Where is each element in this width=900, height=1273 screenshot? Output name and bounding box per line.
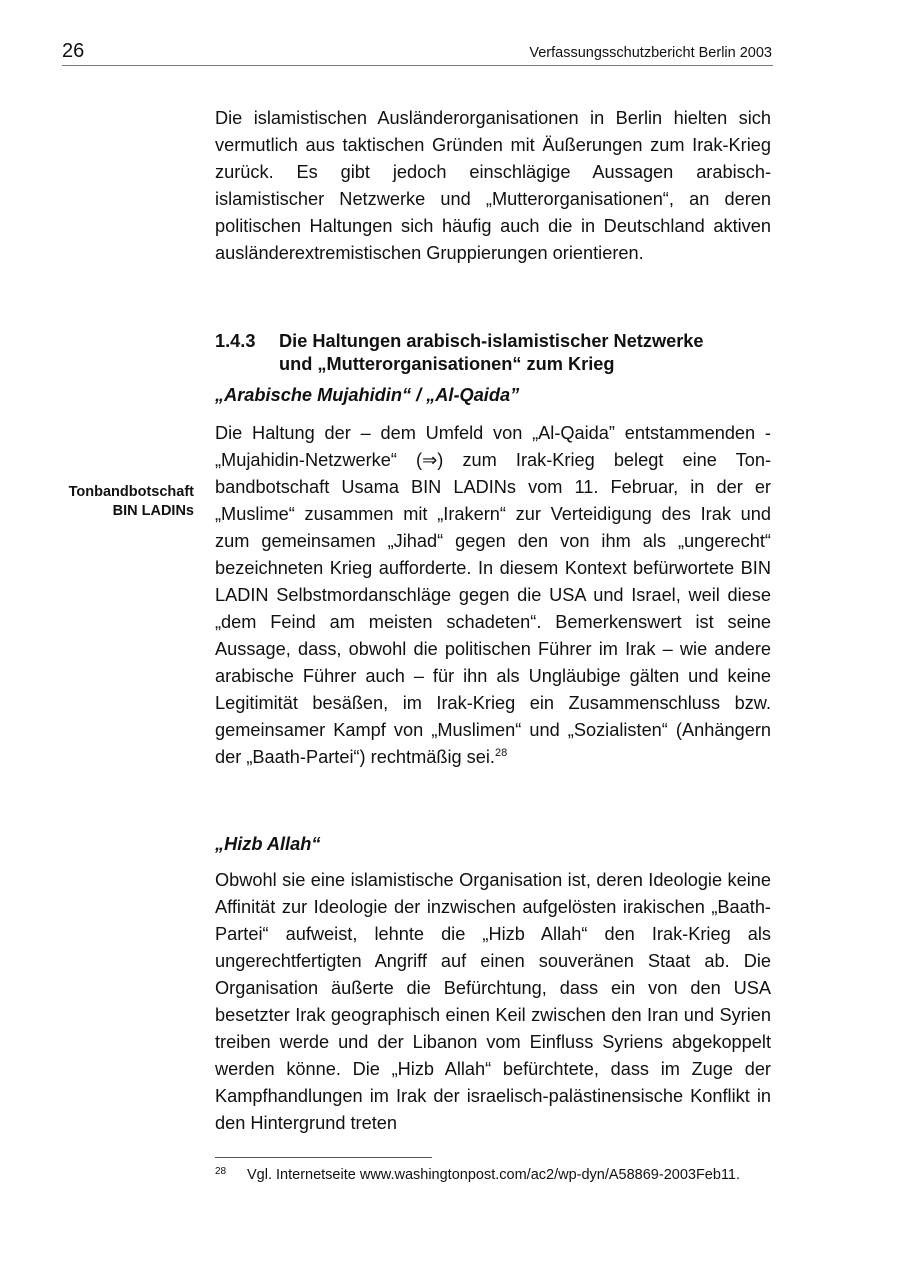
alqaida-paragraph: [215, 420, 771, 771]
intro-text: Die islamistischen Ausländerorganisationen in Berlin hielten sich vermutlich aus taktischen Gründen mit Äußerungen zum Irak-Krieg zurück. Es gibt jedoch einschlägige Aussagen arabisch-islamistischer Netzwerke und „Mutterorganisationen“, an deren politischen Haltungen sich häufig auch die in Deutschland aktiven ausländerextremistischen Gruppierungen orientieren.: [215, 108, 771, 263]
section-title-line1: Die Haltungen arabisch-islamistischer Netzwerke: [279, 331, 704, 351]
hizb-heading: „Hizb Allah“: [215, 834, 321, 854]
intro-paragraph: [215, 105, 771, 267]
hizb-text: Obwohl sie eine islamistische Organisation ist, deren Ideologie keine Affinität zur Ideologie der inzwischen aufgelösten irakischen „Baath-Partei“ aufweist, lehnte die „Hizb Allah“ den Irak-Krieg als ungerechtfertigten Angriff auf einen souveränen Staat ab. Die Organisation äußerte die Befürchtung, dass ein von den USA besetzter Irak geographisch einen Keil zwischen den Iran und Syrien treiben werde und der Libanon vom Einfluss Syriens abgekoppelt werden könne. Die „Hizb Allah“ befürchtete, dass im Zuge der Kampfhandlungen im Irak der israelisch-palästinensische Konflikt in den Hintergrund treten: [215, 870, 771, 1133]
section-title-line2: und „Mutterorganisationen“ zum Krieg: [279, 354, 615, 374]
alqaida-heading: „Arabische Mujahidin“ / „Al-Qaida”: [215, 385, 520, 405]
footnote-number: 28: [215, 1166, 227, 1177]
margin-note-line2: BIN LADINs: [112, 503, 194, 519]
margin-note: [69, 483, 194, 521]
footnote-reference: 28: [494, 746, 508, 759]
footnote-text: Vgl. Internetseite www.washingtonpost.com/ac2/wp-dyn/A58869-2003Feb11.: [247, 1167, 741, 1183]
alqaida-text-block: [215, 420, 771, 771]
hizb-paragraph: [215, 867, 771, 1137]
margin-note-line1: Tonbandbotschaft: [68, 484, 194, 500]
section-heading: [215, 330, 771, 376]
section-number: 1.4.3: [215, 331, 256, 351]
running-head: Verfassungsschutzbericht Berlin 2003: [529, 45, 772, 61]
page-number: 26: [62, 40, 85, 62]
alqaida-text: Die Haltung der – dem Umfeld von „Al-Qaida” entstammenden - „Mujahidin-Netzwerke“ (⇒) zum Irak-Krieg belegt eine Tonbandbotschaft Usama BIN LADINs vom 11. Februar, in der er „Muslime“ zusammen mit „Irakern“ zur Verteidigung des Irak und zum gemeinsamen „Jihad“ gegen den von ihm als „ungerecht“ bezeichneten Krieg aufforderte. In diesem Kontext befürwortete BIN LADIN Selbstmordanschläge gegen die USA und Israel, weil diese „dem Feind am meisten schadeten“. Bemerkenswert ist seine Aussage, dass, obwohl die politischen Führer im Irak – wie andere arabische Führer auch – für ihn als Ungläubige gälten und keine Legitimität besäßen, im Irak-Krieg ein Zusammenschluss bzw. gemeinsamer Kampf von „Muslimen“ und „Sozialisten“ (Anhängern der „Baath-Partei“) rechtmäßig sei.: [215, 423, 771, 767]
header-rule: [62, 65, 773, 66]
footnote: [215, 1166, 740, 1186]
footnote-rule: [215, 1157, 432, 1158]
